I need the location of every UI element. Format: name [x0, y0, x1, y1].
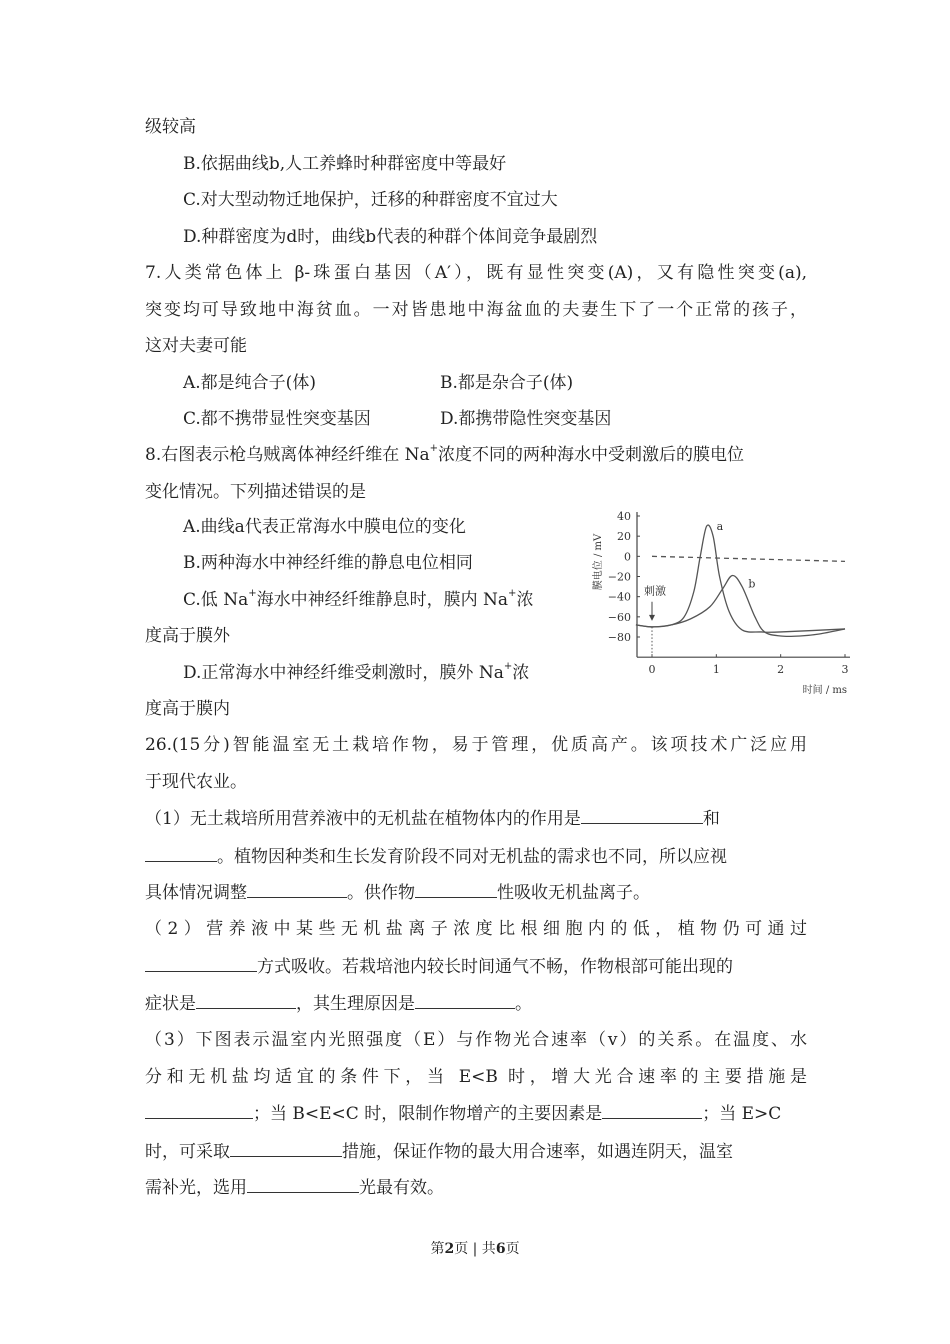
membrane-potential-chart [585, 500, 855, 700]
text-line: 度高于膜外 [145, 626, 230, 646]
text-line: 这对夫妻可能 [145, 336, 247, 356]
question-26: 26.(15分)智能温室无土栽培作物，易于管理，优质高产。该项技术广泛应用 [145, 735, 807, 755]
text: ；当 E>C [702, 1104, 782, 1124]
option-b: B.两种海水中神经纤维的静息电位相同 [183, 553, 473, 573]
curve-label-b: b [748, 577, 756, 591]
answer-blank[interactable] [247, 881, 347, 898]
stimulus-label: 刺激 [644, 584, 666, 598]
text: 。植物因种类和生长发育阶段不同对无机盐的需求也不同，所以应视 [217, 847, 727, 867]
text-line [145, 845, 727, 868]
text: 8.右图表示枪乌贼离体神经纤维在 Na [145, 445, 430, 465]
text-line [145, 1140, 733, 1163]
x-tick-label: 0 [648, 663, 656, 677]
option-d: D.种群密度为d时，曲线b代表的种群个体间竞争最剧烈 [183, 227, 598, 247]
text: ，其生理原因是 [296, 994, 415, 1014]
text: 和 [702, 809, 720, 829]
option-b: B.依据曲线b,人工养蜂时种群密度中等最好 [183, 154, 507, 174]
curve-label-a: a [716, 520, 724, 534]
answer-blank[interactable] [415, 992, 515, 1009]
text-line [145, 992, 532, 1015]
answer-blank[interactable] [145, 845, 217, 862]
x-tick-label: 2 [777, 663, 785, 677]
page-footer [0, 1238, 950, 1258]
superscript: + [248, 588, 257, 599]
curve-b [636, 575, 845, 636]
text: 浓度不同的两种海水中受刺激后的膜电位 [438, 445, 745, 465]
x-axis-label: 时间 / ms [802, 685, 847, 696]
text: 第 [430, 1241, 445, 1257]
superscript: + [429, 443, 439, 454]
text: 浓 [516, 590, 534, 610]
text: C.低 Na [183, 590, 249, 610]
option-c: C.都不携带显性突变基因 [183, 409, 371, 429]
part-3: （3）下图表示温室内光照强度（E）与作物光合速率（v）的关系。在温度、水 [145, 1030, 807, 1050]
text: 光最有效。 [359, 1178, 444, 1198]
text-line: 度高于膜内 [145, 699, 230, 719]
text: D.正常海水中神经纤维受刺激时，膜外 Na [183, 663, 504, 683]
text: ；当 B<E<C 时，限制作物增产的主要因素是 [253, 1104, 603, 1124]
text-line [145, 955, 733, 978]
text: 具体情况调整 [145, 883, 247, 903]
y-tick-label: 0 [624, 550, 631, 564]
part-1 [145, 807, 720, 830]
text: 性吸收无机盐离子。 [497, 883, 650, 903]
text-line: 分和无机盐均适宜的条件下，当 E<B 时，增大光合速率的主要措施是 [145, 1067, 807, 1087]
option-a: A.曲线a代表正常海水中膜电位的变化 [183, 517, 466, 537]
text-line: 突变均可导致地中海贫血。一对皆患地中海盆血的夫妻生下了一个正常的孩子， [145, 300, 807, 320]
text-line: 级较高 [145, 117, 196, 137]
answer-blank[interactable] [581, 807, 703, 824]
option-b: B.都是杂合子(体) [440, 373, 574, 393]
answer-blank[interactable] [145, 1102, 253, 1119]
text: 页 [505, 1241, 520, 1257]
y-axis-label: 膜电位 / mV [593, 533, 604, 591]
curve-zero [652, 556, 845, 561]
answer-blank[interactable] [415, 881, 497, 898]
y-tick-label: −40 [607, 590, 631, 604]
text: 措施，保证作物的最大用合速率，如遇连阴天，温室 [342, 1142, 733, 1162]
answer-blank[interactable] [145, 955, 257, 972]
answer-blank[interactable] [602, 1102, 702, 1119]
y-tick-label: 40 [617, 510, 631, 523]
text-line [145, 1176, 444, 1199]
total-pages: 6 [495, 1241, 506, 1257]
text-line [145, 1102, 781, 1125]
text: 需补光，选用 [145, 1178, 247, 1198]
text: 海水中神经纤维静息时，膜内 Na [256, 590, 509, 610]
question-7: 7.人类常色体上 β-珠蛋白基因（A′），既有显性突变(A)，又有隐性突变(a), [145, 263, 807, 283]
x-tick-label: 1 [712, 663, 720, 677]
text-line [145, 881, 650, 904]
answer-blank[interactable] [247, 1176, 359, 1193]
y-tick-label: 20 [617, 530, 631, 544]
y-tick-label: −80 [607, 631, 631, 644]
superscript: + [508, 588, 517, 599]
y-tick-label: −20 [607, 570, 631, 584]
text: 方式吸收。若栽培池内较长时间通气不畅，作物根部可能出现的 [257, 957, 733, 977]
option-c: C.对大型动物迁地保护，迁移的种群密度不宜过大 [183, 190, 558, 210]
superscript: + [503, 661, 513, 672]
text: 症状是 [145, 994, 196, 1014]
x-tick-label: 3 [841, 663, 849, 677]
answer-blank[interactable] [230, 1140, 342, 1157]
y-tick-label: −60 [607, 610, 631, 624]
question-8 [145, 444, 744, 466]
text: （1）无土栽培所用营养液中的无机盐在植物体内的作用是 [145, 809, 581, 829]
option-c [183, 589, 533, 611]
answer-blank[interactable] [196, 992, 296, 1009]
text: 浓 [512, 663, 530, 683]
text: 时，可采取 [145, 1142, 230, 1162]
text: 。 [515, 994, 532, 1014]
text: 页 | 共 [454, 1241, 496, 1257]
option-d [183, 662, 529, 684]
text-line: 变化情况。下列描述错误的是 [145, 482, 366, 502]
option-a: A.都是纯合子(体) [183, 373, 316, 393]
text: 。供作物 [347, 883, 415, 903]
part-2: （2）营养液中某些无机盐离子浓度比根细胞内的低，植物仍可通过 [145, 919, 807, 939]
text-line: 于现代农业。 [145, 772, 247, 792]
page-number: 2 [444, 1241, 455, 1257]
arrow-head-icon [649, 615, 655, 621]
curve-a [636, 525, 845, 632]
option-d: D.都携带隐性突变基因 [440, 409, 612, 429]
